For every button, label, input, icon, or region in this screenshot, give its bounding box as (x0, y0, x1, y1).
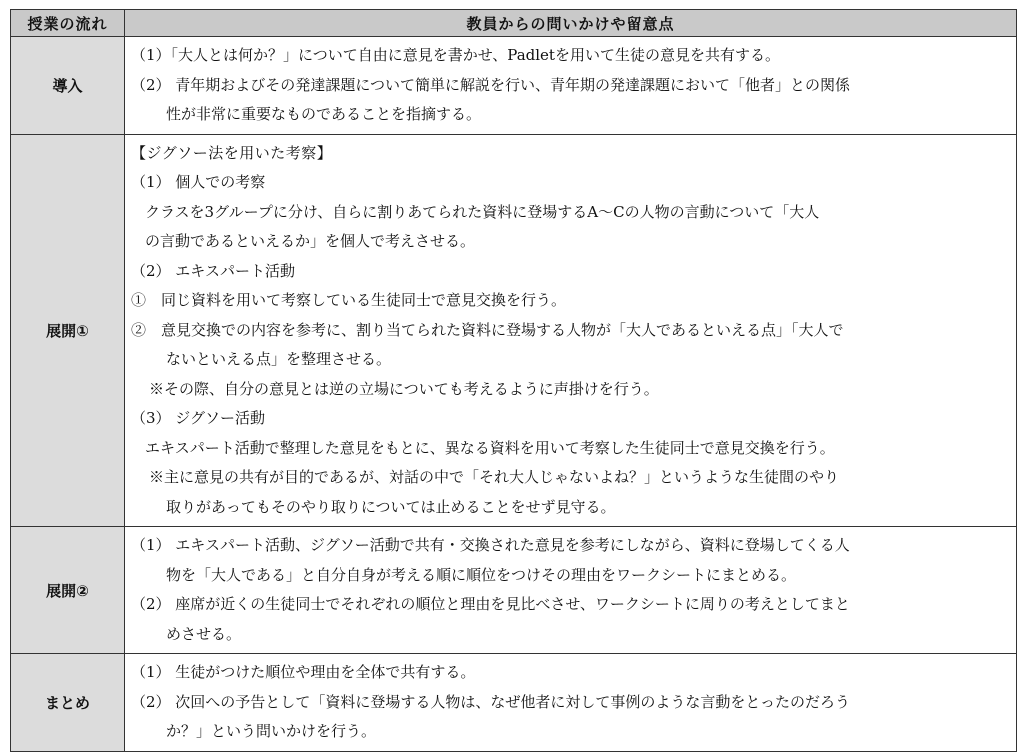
content-line: 物を「大人である」と自分自身が考える順に順位をつけその理由をワークシートにまとめる。 (166, 565, 797, 584)
content-line: ① 同じ資料を用いて考察している生徒同士で意見交換を行う。 (131, 291, 567, 309)
content-line: ※主に意見の共有が目的であるが、対話の中で「それ大人じゃないよね？」というような生徒間のやり (149, 468, 840, 486)
content-line: （1） エキスパート活動、ジグソー活動で共有・交換された意見を参考にしながら、資料に登場してくる人 (131, 536, 850, 554)
row-label-development-1: 展開① (11, 134, 125, 527)
content-line: か？」という問いかけを行う。 (166, 722, 377, 740)
row-label-intro: 導入 (11, 37, 125, 135)
lesson-flow-table-container (10, 9, 1016, 752)
table-row-development-2 (11, 527, 1017, 654)
content-line: クラスを3グループに分け、自らに割りあてられた資料に登場するA～Cの人物の言動について「大人 (145, 202, 820, 221)
table-header-row (11, 10, 1017, 37)
table-row-development-1 (11, 134, 1017, 527)
content-line: の言動であるといえるか」を個人で考えさせる。 (145, 232, 476, 250)
content-line: （2） 座席が近くの生徒同士でそれぞれの順位と理由を見比べさせ、ワークシートに周りの考えとしてまと (131, 595, 850, 613)
content-line: ないといえる点」を整理させる。 (166, 350, 392, 368)
content-line: 性が非常に重要なものであることを指摘する。 (166, 105, 482, 123)
content-line: （3） ジグソー活動 (131, 409, 266, 427)
content-line: （1） 個人での考察 (131, 173, 266, 191)
lesson-flow-table (10, 9, 1017, 752)
content-line: ② 意見交換での内容を参考に、割り当てられた資料に登場する人物が「大人であるといえる点」「大人で (131, 320, 844, 339)
content-line: めさせる。 (166, 624, 242, 643)
content-line: （1）「大人とは何か？」について自由に意見を書かせ、Padletを用いて生徒の意見を共有する。 (131, 46, 780, 64)
section-heading: 【ジグソー法を用いた考察】 (131, 143, 333, 162)
content-line: 取りがあってもそのやり取りについては止めることをせず見守る。 (166, 497, 616, 516)
row-content-development-1 (125, 134, 1017, 527)
content-line: エキスパート活動で整理した意見をもとに、異なる資料を用いて考察した生徒同士で意見交換を行う。 (145, 438, 835, 457)
header-teacher-notes: 教員からの問いかけや留意点 (125, 10, 1017, 37)
content-line: ※その際、自分の意見とは逆の立場についても考えるように声掛けを行う。 (149, 379, 659, 398)
content-line: （1） 生徒がつけた順位や理由を全体で共有する。 (131, 663, 476, 681)
table-row-intro (11, 37, 1017, 135)
content-line: （2） 青年期およびその発達課題について簡単に解説を行い、青年期の発達課題において「他者」との関係 (131, 75, 851, 94)
row-label-development-2: 展開② (11, 527, 125, 654)
row-content-summary (125, 654, 1017, 752)
row-content-intro (125, 37, 1017, 135)
row-label-summary: まとめ (11, 654, 125, 752)
content-line: （2） エキスパート活動 (131, 261, 296, 280)
content-line: （2） 次回への予告として「資料に登場する人物は、なぜ他者に対して事例のような言動をとったのだろう (131, 692, 851, 711)
table-row-summary (11, 654, 1017, 752)
header-lesson-flow: 授業の流れ (11, 10, 125, 37)
row-content-development-2 (125, 527, 1017, 654)
